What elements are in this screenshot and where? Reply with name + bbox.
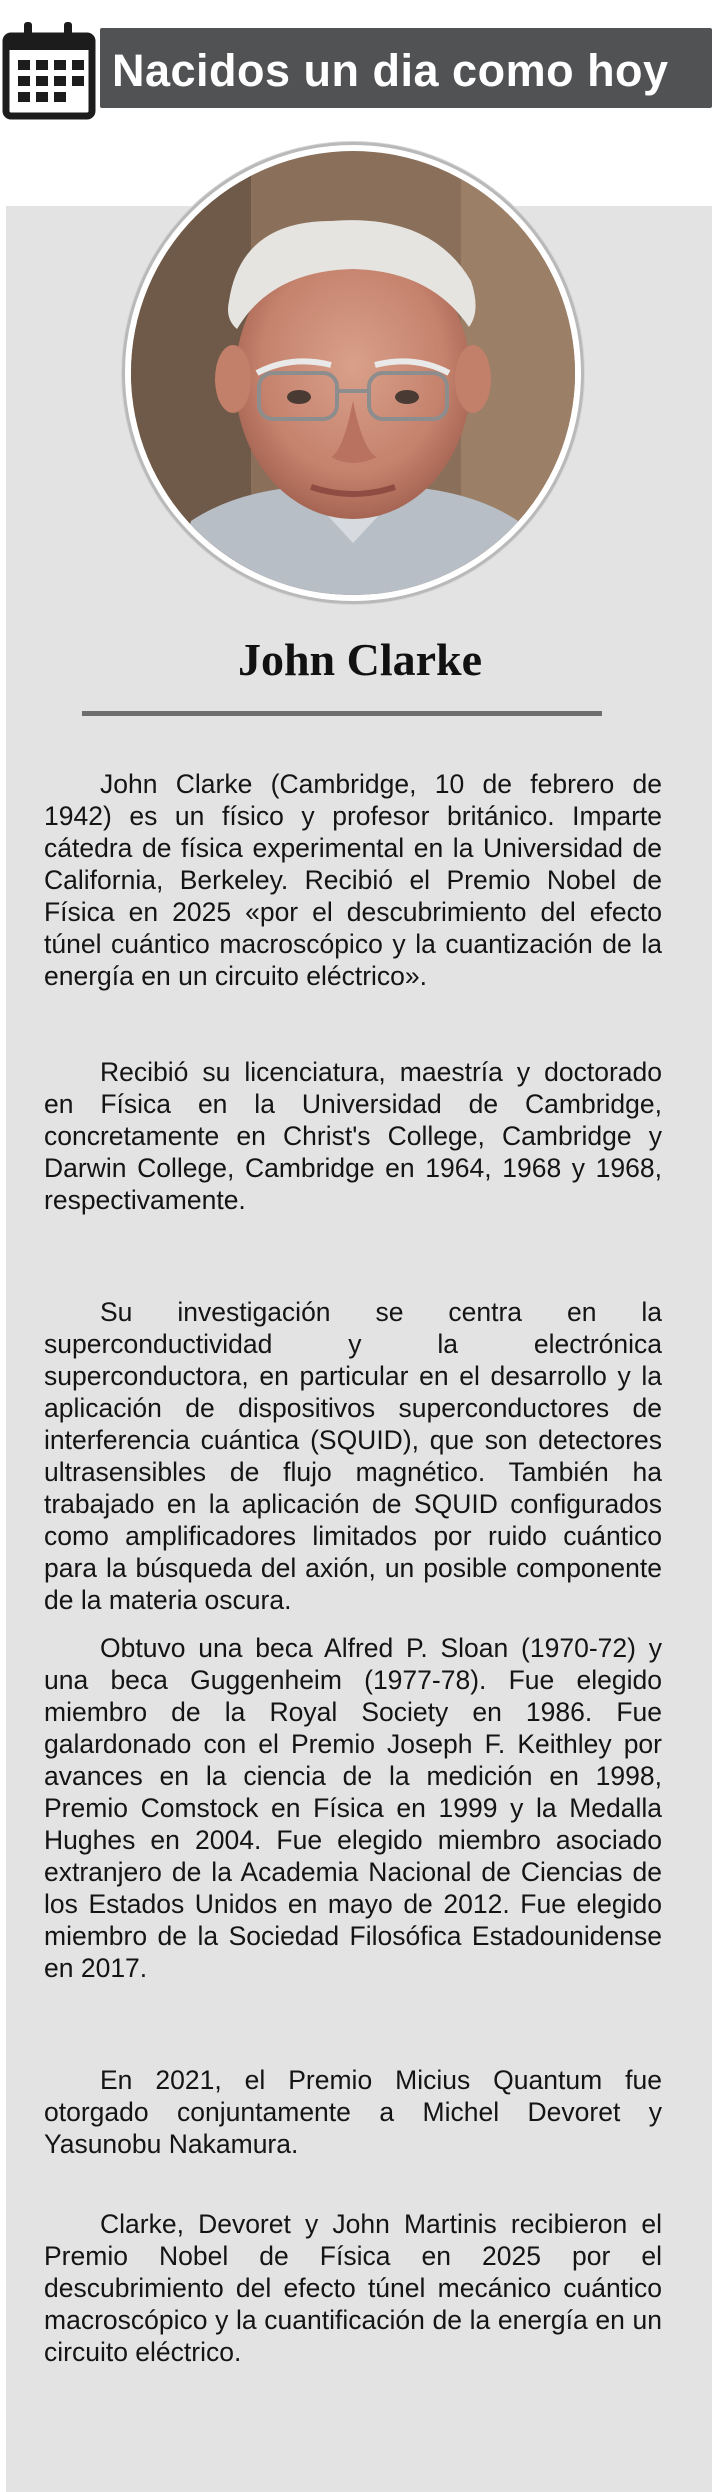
article-paragraph-2: Recibió su licenciatura, maestría y doctorado en Física en la Universidad de Cambridge, concretamente en Christ's College, Cambridge y Darwin College, Cambridge en 1964, 1968 y 1968, respectivamente.	[44, 1057, 662, 1215]
portrait-photo-illustration	[131, 151, 575, 595]
calendar-icon	[0, 14, 104, 122]
article-paragraph-6: Clarke, Devoret y John Martinis recibieron el Premio Nobel de Física en 2025 por el descubrimiento del efecto túnel mecánico cuántico macroscópico y la cuantificación de la energía en un circuito eléctrico.	[44, 2209, 662, 2367]
person-name: John Clarke	[237, 634, 483, 685]
article-paragraph-3: Su investigación se centra en la superconductividad y la electrónica superconductora, en particular en el desarrollo y la aplicación de dispositivos superconductores de interferencia cuántica (SQUID), que son detectores ultrasensibles de flujo magnético. También ha trabajado en la aplicación de SQUID configurados como amplificadores limitados por ruido cuántico para la búsqueda del axión, un posible componente de la materia oscura.	[44, 1297, 662, 1615]
section-header	[0, 14, 714, 114]
section-title: Nacidos un dia como hoy	[112, 45, 669, 96]
article-paragraph-5: En 2021, el Premio Micius Quantum fue otorgado conjuntamente a Michel Devoret y Yasunobu Nakamura.	[44, 2065, 662, 2159]
article-paragraph-4: Obtuvo una beca Alfred P. Sloan (1970-72) y una beca Guggenheim (1977-78). Fue elegido miembro de la Royal Society en 1986. Fue galardonado con el Premio Joseph F. Keithley por avances en la ciencia de la medición en 1998, Premio Comstock en Física en 1999 y la Medalla Hughes en 2004. Fue elegido miembro asociado extranjero de la Academia Nacional de Ciencias de los Estados Unidos en mayo de 2012. Fue elegido miembro de la Sociedad Filosófica Estadounidense en 2017.	[44, 1633, 662, 1983]
portrait-photo	[122, 142, 584, 604]
article-paragraph-1: John Clarke (Cambridge, 10 de febrero de 1942) es un físico y profesor británico. Imparte cátedra de física experimental en la Universidad de California, Berkeley. Recibió el Premio Nobel de Física en 2025 «por el descubrimiento del efecto túnel cuántico macroscópico y la cuantización de la energía en un circuito eléctrico».	[44, 769, 662, 991]
name-divider	[82, 711, 602, 716]
